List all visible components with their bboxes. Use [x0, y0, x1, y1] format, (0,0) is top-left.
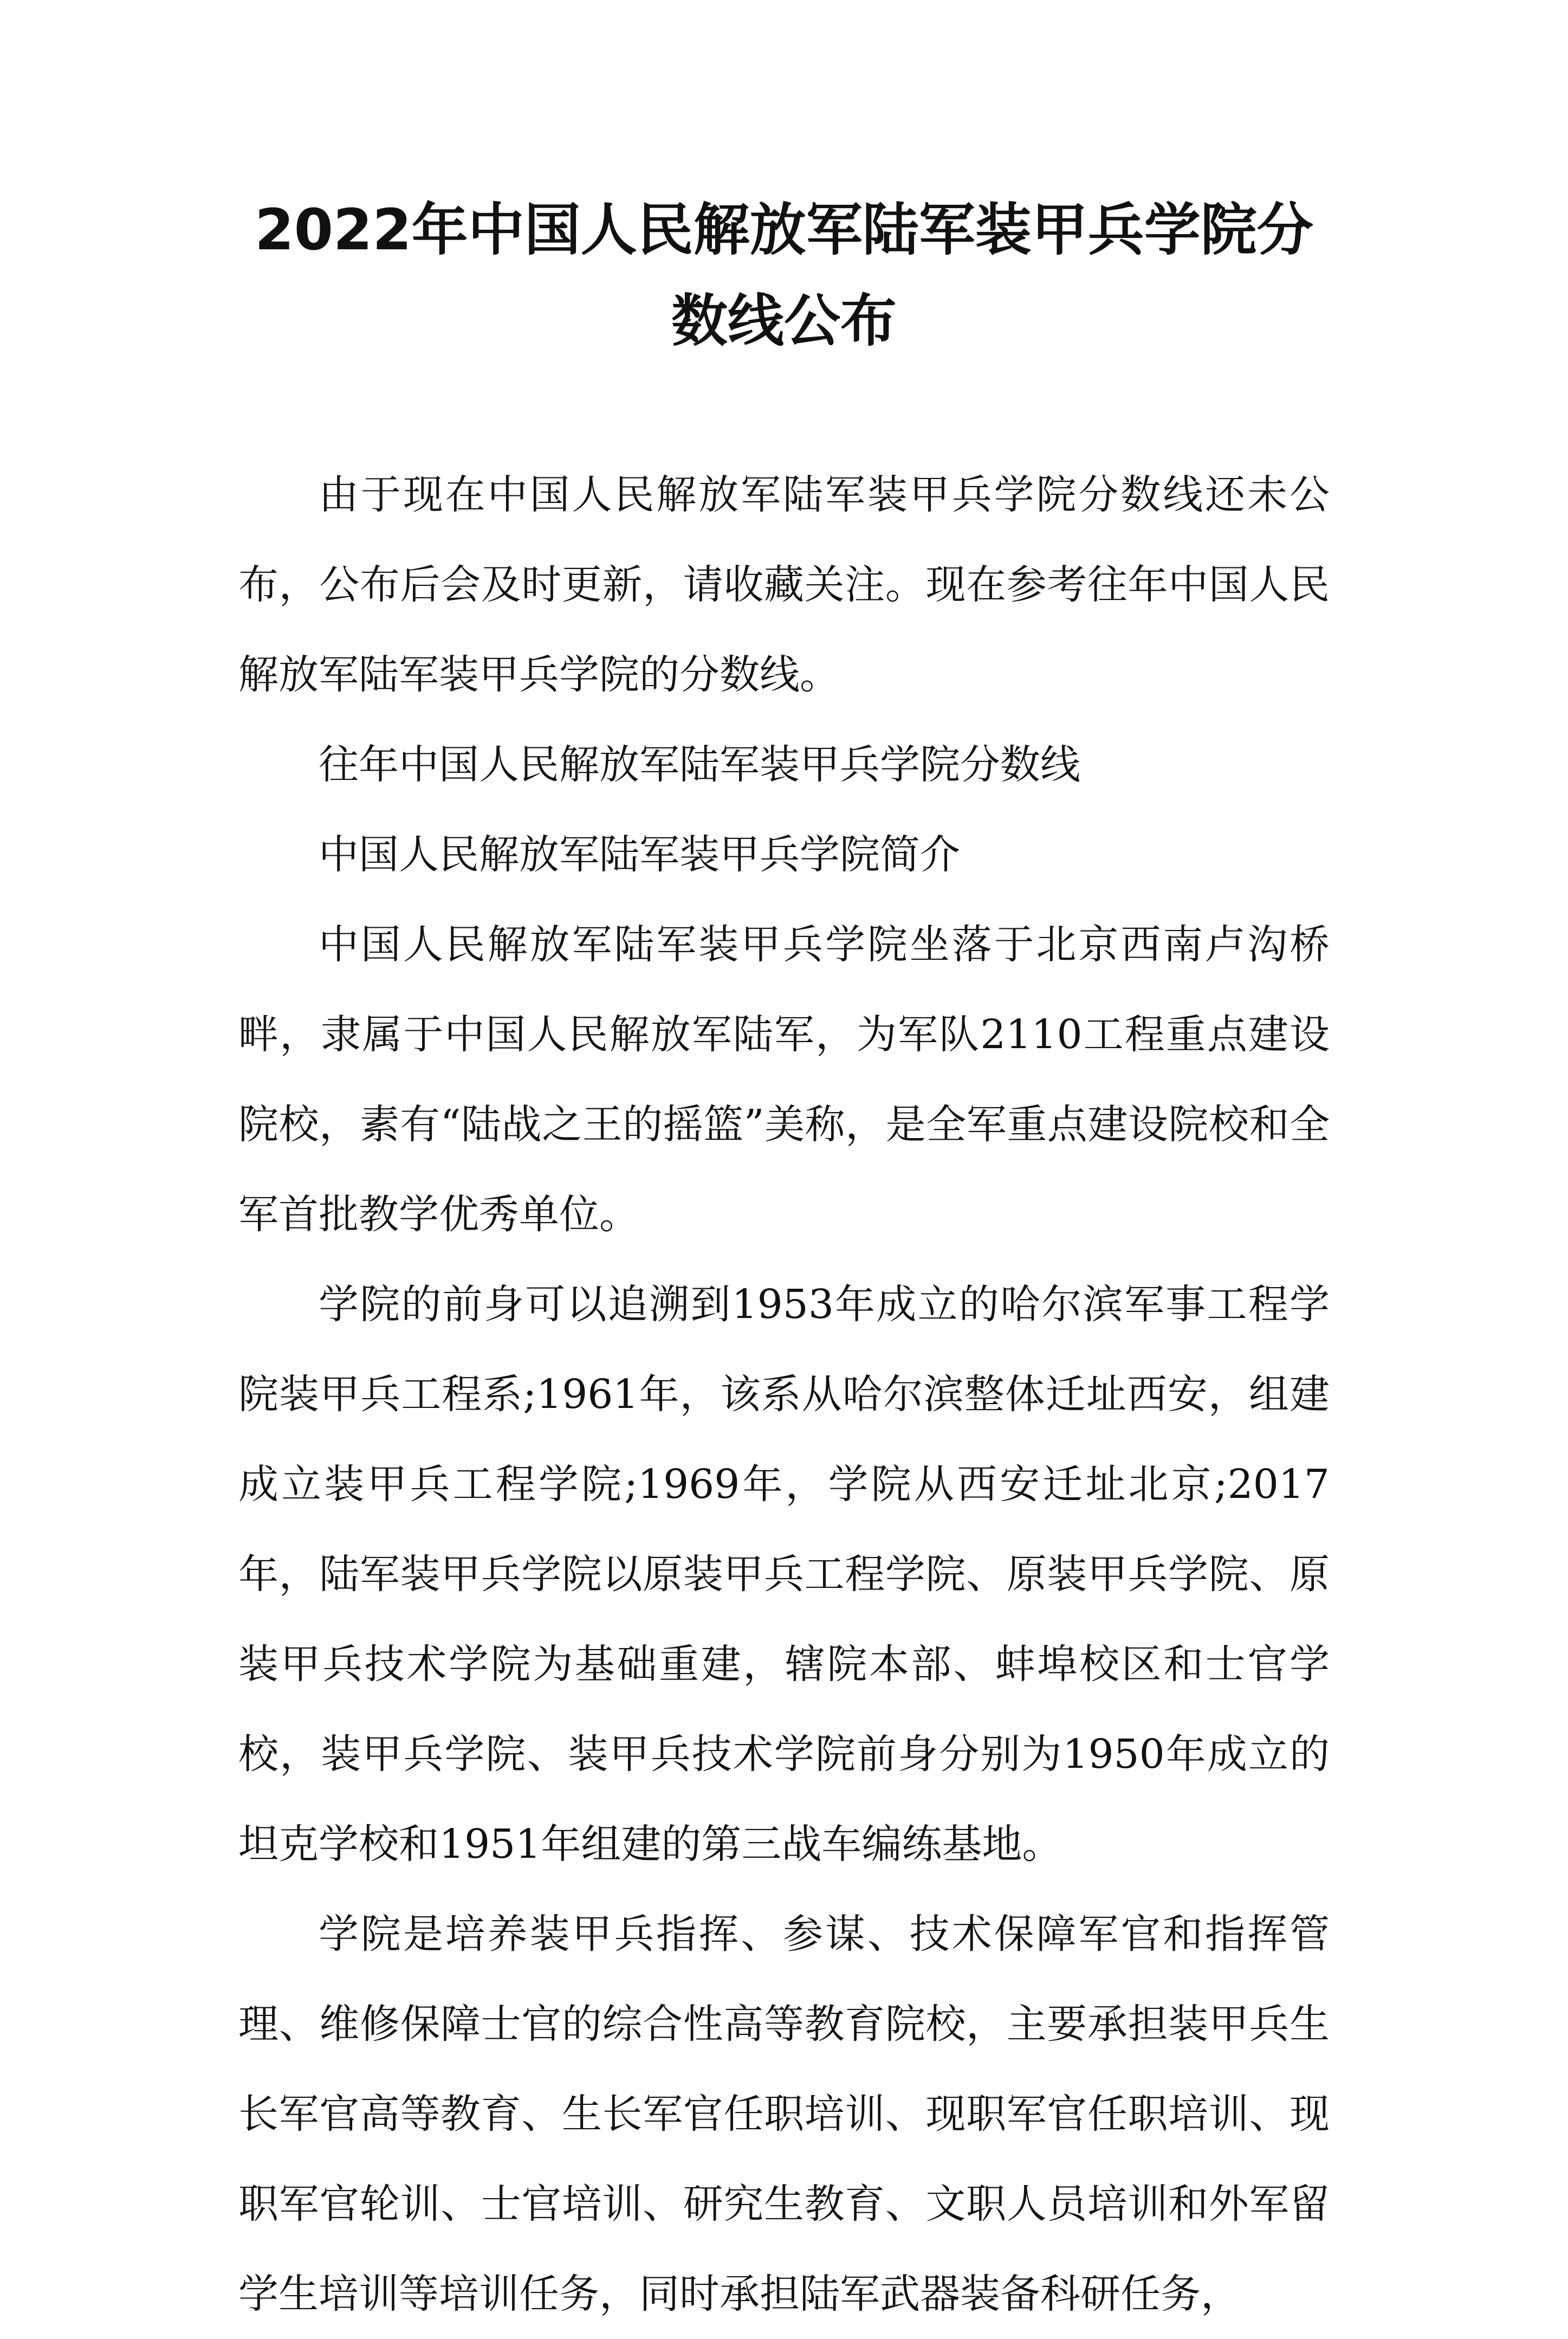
paragraph-intro: 由于现在中国人民解放军陆军装甲兵学院分数线还未公布，公布后会及时更新，请收藏关注。现在参考往年中国人民解放军陆军装甲兵学院的分数线。: [238, 471, 1330, 698]
paragraph-intro-heading: 中国人民解放军陆军装甲兵学院简介: [319, 831, 960, 878]
paragraph-history: 学院的前身可以追溯到1953年成立的哈尔滨军事工程学院装甲兵工程系;1961年，该系从哈尔滨整体迁址西安，组建成立装甲兵工程学院;1969年，学院从西安迁址北京;2017年，陆军装甲兵学院以原装甲兵工程学院、原装甲兵学院、原装甲兵技术学院为基础重建，辖院本部、蚌埠校区和士官学校，装甲兵学院、装甲兵技术学院前身分别为1950年成立的坦克学校和1951年组建的第三战车编练基地。: [238, 1281, 1330, 1868]
paragraph-past-scores-heading: 往年中国人民解放军陆军装甲兵学院分数线: [319, 741, 1080, 788]
document-body: [238, 450, 1330, 2339]
document-title: 2022年中国人民解放军陆军装甲兵学院分数线公布: [255, 197, 1313, 354]
paragraph-mission: 学院是培养装甲兵指挥、参谋、技术保障军官和指挥管理、维修保障士官的综合性高等教育院校，主要承担装甲兵生长军官高等教育、生长军官任职培训、现职军官任职培训、现职军官轮训、士官培训、研究生教育、文职人员培训和外军留学生培训等培训任务，同时承担陆军武器装备科研任务，: [238, 1911, 1330, 2317]
paragraph-location: 中国人民解放军陆军装甲兵学院坐落于北京西南卢沟桥畔，隶属于中国人民解放军陆军，为军队2110工程重点建设院校，素有“陆战之王的摇篮”美称，是全军重点建设院校和全军首批教学优秀单位。: [238, 921, 1330, 1238]
